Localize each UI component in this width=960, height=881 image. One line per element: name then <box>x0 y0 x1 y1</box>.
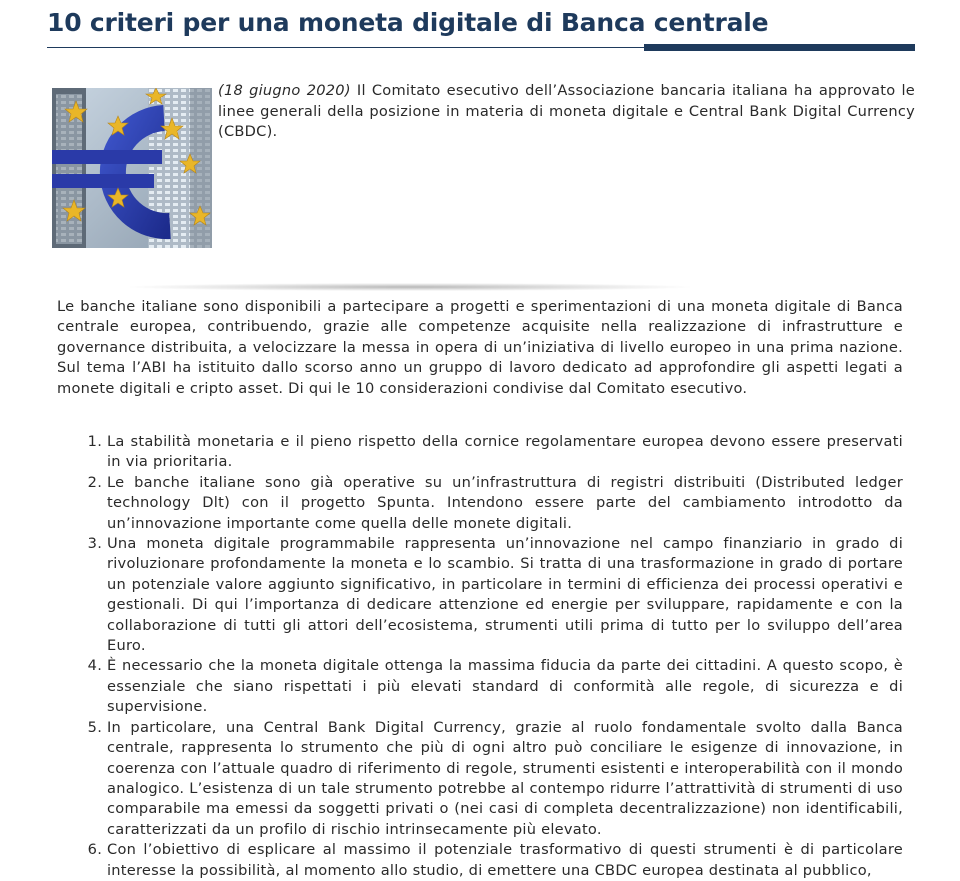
criterion-item: 4. È necessario che la moneta digitale ottenga la massima fiducia da parte dei cittadini. A questo scopo, è essenziale che siano rispettati i più elevati standard di conformità alle regole, di sicurezza e di supervisione. <box>107 656 903 717</box>
criterion-item: 3. Una moneta digitale programmabile rappresenta un’innovazione nel campo finanziario in grado di rivoluzionare profondamente la moneta e lo scambio. Si tratta di una trasformazione in grado di portare un potenziale valore aggiunto significativo, in particolare in termini di efficienza dei processi operativi e gestionali. Di qui l’importanza di dedicare attenzione ed energie per sviluppare, rapidamente e con la collaborazione di tutti gli attori dell’ecosistema, strumenti utili prima di tutto per lo sviluppo dell’area Euro. <box>107 534 903 656</box>
criterion-item: 1. La stabilità monetaria e il pieno rispetto della cornice regolamentare europea devono essere preservati in via prioritaria. <box>107 432 903 473</box>
publication-date: (18 giugno 2020) <box>218 82 351 99</box>
article-title: 10 criteri per una moneta digitale di Banca centrale <box>47 8 769 37</box>
criterion-item: 6. Con l’obiettivo di esplicare al massimo il potenziale trasformativo di questi strumenti è di particolare interesse la possibilità, al momento allo studio, di emettere una CBDC europea destinata al pubblico, <box>107 840 903 881</box>
section-divider <box>130 283 690 291</box>
criteria-list <box>48 432 903 881</box>
criterion-item: 5. In particolare, una Central Bank Digital Currency, grazie al ruolo fondamentale svolto dalla Banca centrale, rappresenta lo strumento che più di ogni altro può conciliare le esigenze di innovazione, in coerenza con l’attuale quadro di riferimento di regole, strumenti esistenti e interoperabilità con il mondo analogico. L’esistenza di un tale strumento potrebbe al contempo ridurre l’attrattività di strumenti di uso comparabile ma emessi da soggetti privati o (nei casi di completa decentralizzazione) non identificabili, caratterizzati da un profilo di rischio intrinsecamente più elevato. <box>107 718 903 840</box>
title-accent-bar <box>644 44 915 51</box>
lead-paragraph: Le banche italiane sono disponibili a partecipare a progetti e sperimentazioni di una moneta digitale di Banca centrale europea, contribuendo, grazie alle competenze acquisite nella realizzazione di infrastrutture e governance distribuita, a velocizzare la messa in opera di un’iniziativa di livello europeo in una prima nazione. Sul tema l’ABI ha istituito dallo scorso anno un gruppo di lavoro dedicato ad approfondire gli aspetti legati a monete digitali e cripto asset. Di qui le 10 considerazioni condivise dal Comitato esecutivo. <box>57 298 903 397</box>
euro-sculpture-image <box>52 88 212 248</box>
intro-text: Il Comitato esecutivo dell’Associazione bancaria italiana ha approvato le linee generali della posizione in materia di moneta digitale e Central Bank Digital Currency (CBDC). <box>218 82 915 140</box>
criterion-item: 2. Le banche italiane sono già operative su un’infrastruttura di registri distribuiti (Distributed ledger technology Dlt) con il progetto Spunta. Intendono essere parte del cambiamento introdotto da un’innovazione importante come quella delle monete digitali. <box>107 473 903 534</box>
intro-paragraph <box>218 81 915 143</box>
